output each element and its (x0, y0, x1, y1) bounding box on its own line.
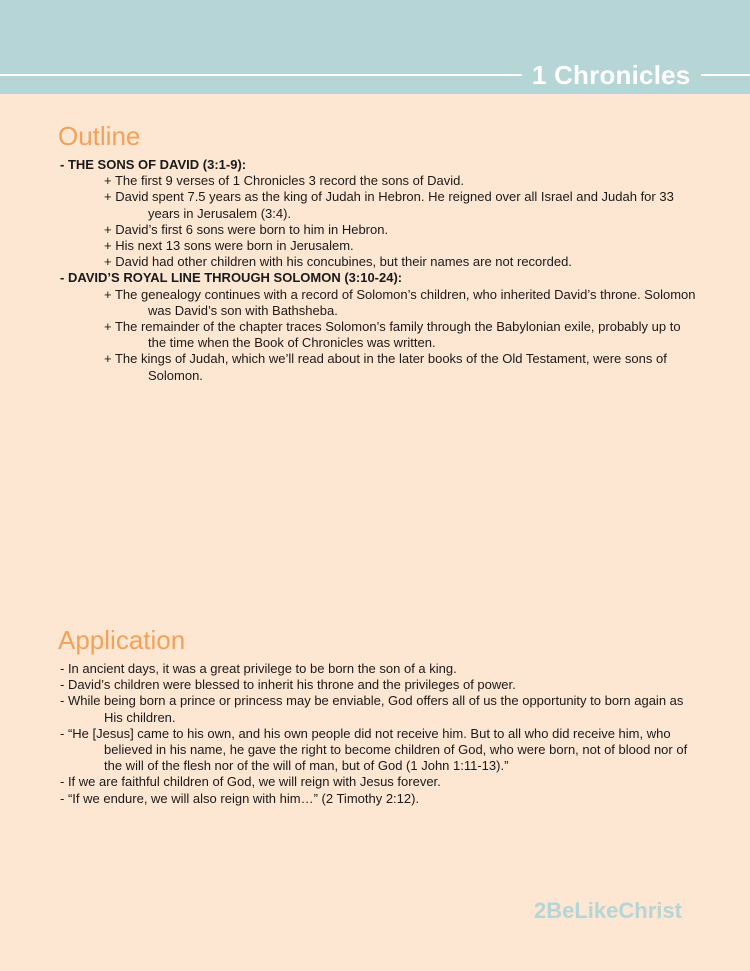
outline-point: + The genealogy continues with a record of Solomon’s children, who inherited David’s throne. Solomon was David’s son with Bathsheba. (104, 286, 696, 318)
section-title: - THE SONS OF DAVID (3:1-9): (60, 157, 247, 172)
title-rule-right (701, 74, 750, 76)
outline-point: + David’s first 6 sons were born to him in Hebron. (104, 221, 389, 237)
application-point: - David’s children were blessed to inherit his throne and the privileges of power. (60, 677, 516, 693)
title-rule-left (0, 74, 522, 76)
outline-body (60, 157, 700, 384)
application-point: - “He [Jesus] came to his own, and his own people did not receive him. But to all who did receive him, who believed in his name, he gave the right to become children of God, who were born, not of blood nor of the will of the flesh nor of the will of man, but of God (1 John 1:11-13).” (60, 725, 688, 774)
outline-point: + The kings of Judah, which we’ll read about in the later books of the Old Testament, were sons of Solomon. (104, 351, 667, 383)
book-title: 1 Chronicles (532, 60, 691, 90)
section-title: - DAVID’S ROYAL LINE THROUGH SOLOMON (3:10-24): (60, 270, 403, 286)
outline-point: + The first 9 verses of 1 Chronicles 3 record the sons of David. (104, 173, 464, 189)
application-point: - In ancient days, it was a great privilege to be born the son of a king. (60, 661, 457, 676)
outline-point: + David spent 7.5 years as the king of Judah in Hebron. He reigned over all Israel and Judah for 33 years in Jerusalem (3:4). (104, 189, 674, 221)
application-point: - “If we endure, we will also reign with him…” (2 Timothy 2:12). (60, 790, 420, 806)
outline-heading: Outline (58, 121, 141, 151)
application-body (60, 661, 700, 807)
outline-point: + The remainder of the chapter traces Solomon’s family through the Babylonian exile, probably up to the time when the Book of Chronicles was written. (104, 319, 681, 351)
application-heading: Application (58, 625, 186, 655)
application-point: - While being born a prince or princess may be enviable, God offers all of us the opportunity to born again as His children. (60, 693, 684, 725)
outline-point: + His next 13 sons were born in Jerusalem. (104, 238, 354, 254)
application-point: - If we are faithful children of God, we will reign with Jesus forever. (60, 774, 441, 790)
brand-logo: 2BeLikeChrist (534, 898, 682, 923)
outline-point: + David had other children with his concubines, but their names are not recorded. (104, 254, 572, 270)
